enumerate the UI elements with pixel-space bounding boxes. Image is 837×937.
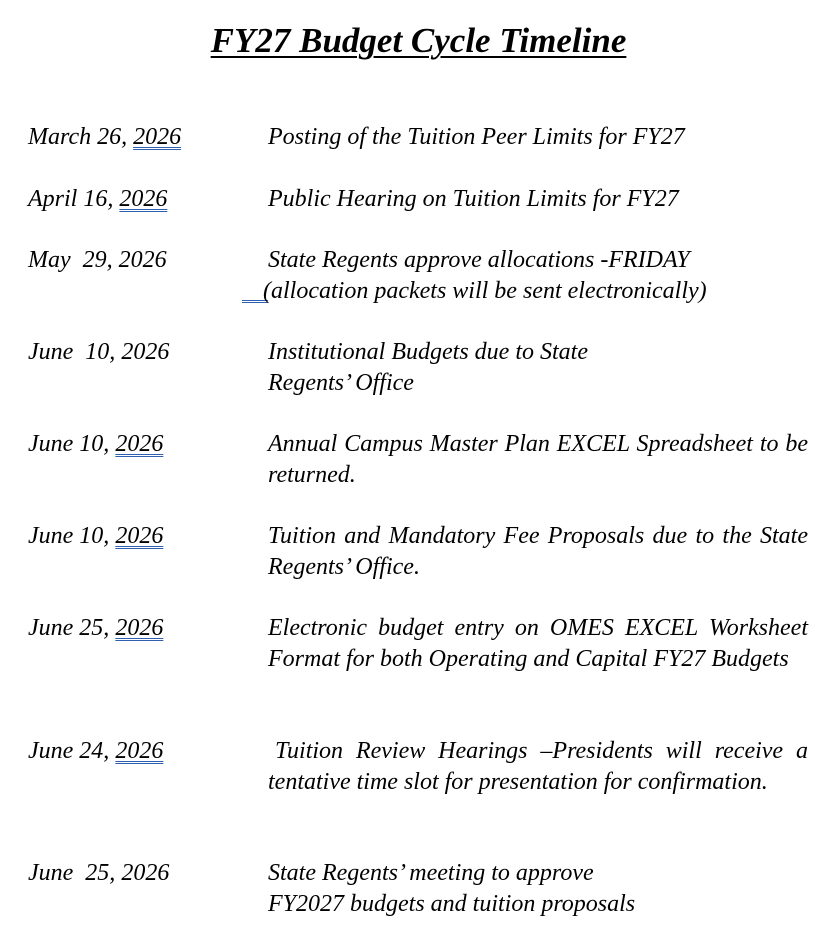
entry-description: Tuition Review Hearings –Presidents will receive a tentative time slot for presentation for confirmation. <box>268 738 808 795</box>
entry-date: June 10, 2026 <box>28 523 164 549</box>
entry-date: June 10, 2026 <box>28 431 164 457</box>
entry-date: June 10, 2026 <box>28 339 170 365</box>
entry-description: State Regents approve allocations -FRIDAY (allocation packets will be sent electronically) <box>263 247 707 304</box>
entry-date: April 16, 2026 <box>28 186 168 212</box>
page-title: FY27 Budget Cycle Timeline <box>210 21 627 60</box>
entry-description: State Regents’ meeting to approve FY2027 budgets and tuition proposals <box>268 860 636 917</box>
entry-description: Tuition and Mandatory Fee Proposals due to the State Regents’ Office. <box>268 523 808 580</box>
entry-description: Annual Campus Master Plan EXCEL Spreadsheet to be returned. <box>268 431 808 488</box>
entry-date: June 25, 2026 <box>28 615 164 641</box>
entry-date: June 25, 2026 <box>28 860 170 886</box>
entry-date: June 24, 2026 <box>28 738 164 764</box>
entry-description: Institutional Budgets due to State Regents’ Office <box>268 339 588 396</box>
entry-description: Public Hearing on Tuition Limits for FY27 <box>268 186 679 212</box>
entry-date: May 29, 2026 <box>28 247 167 273</box>
entry-date: March 26, 2026 <box>28 124 182 150</box>
entry-description: Electronic budget entry on OMES EXCEL Worksheet Format for both Operating and Capital FY27 Budgets <box>268 615 808 672</box>
entry-description: Posting of the Tuition Peer Limits for FY27 <box>268 124 685 150</box>
